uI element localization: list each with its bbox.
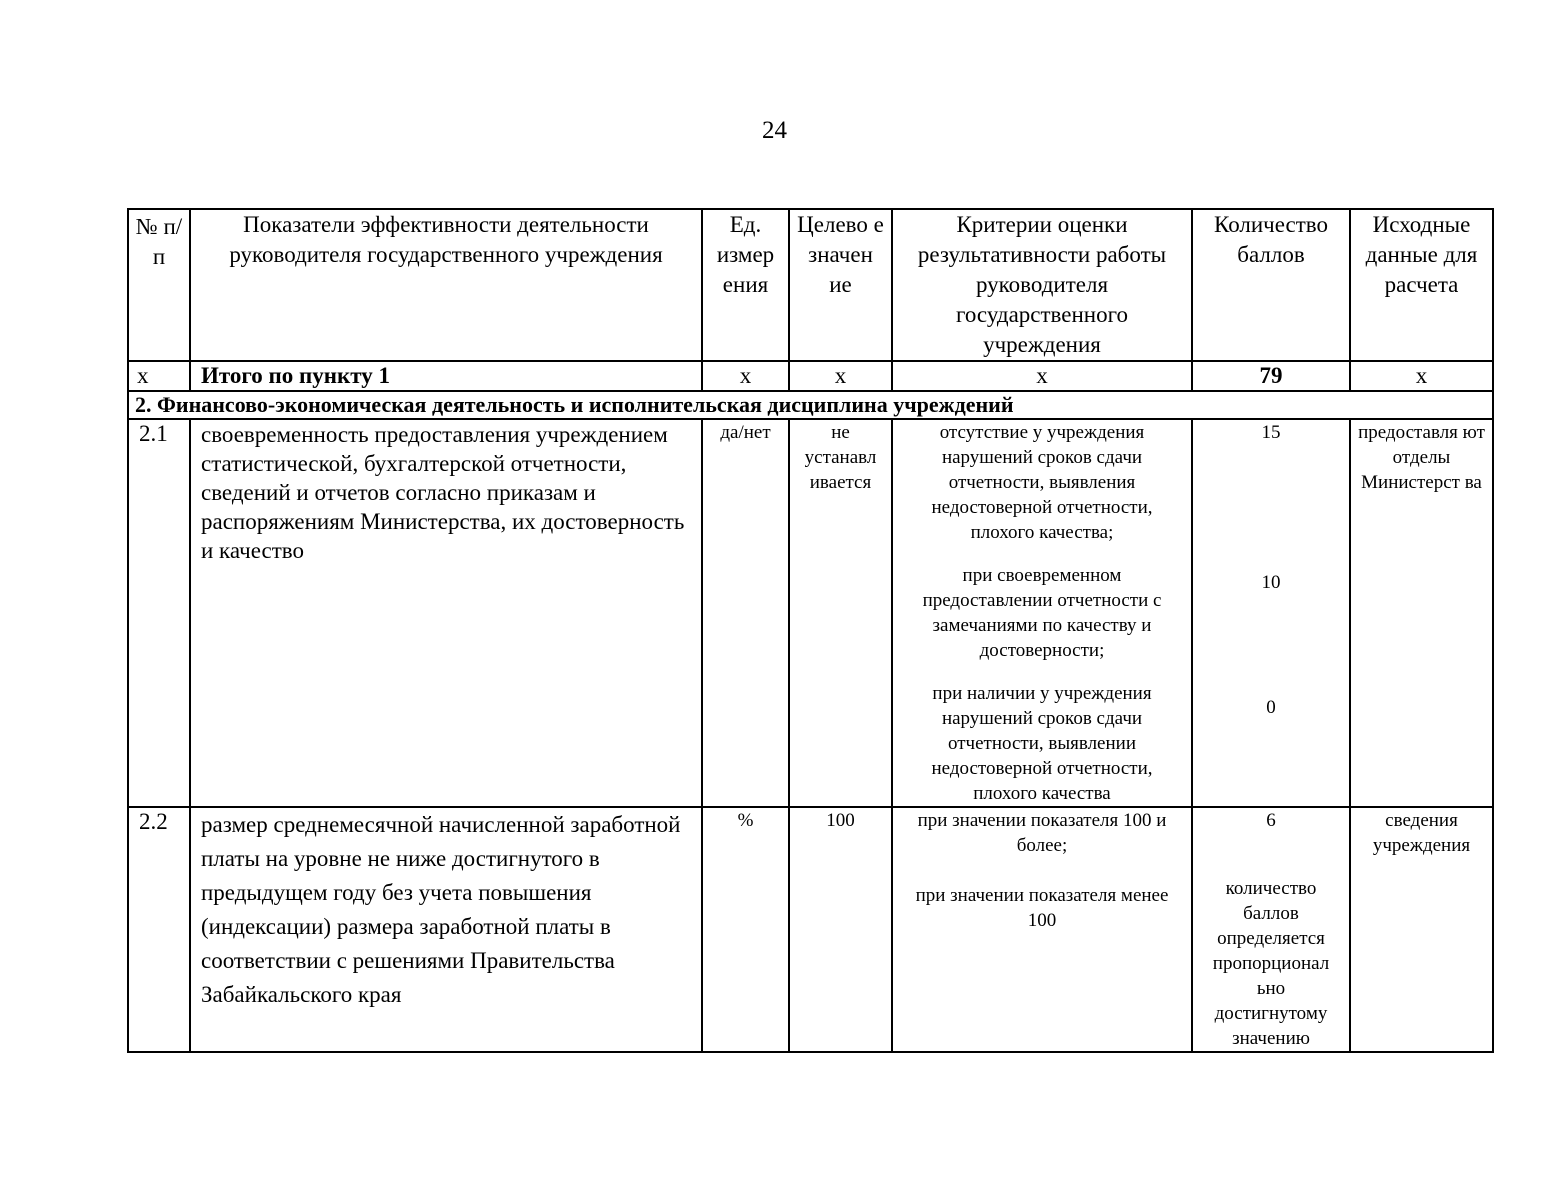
section-title-row [128,391,1493,419]
points-value: 15 [1261,422,1281,443]
indicators-table [127,208,1494,1053]
total-criteria: х [892,361,1192,391]
header-source: Исходные данные для расчета [1350,209,1493,361]
criterion-text: при наличии у учреждения нарушений сроков сдачи отчетности, выявлении недостоверной отчетности, плохого качества [931,683,1153,804]
header-target: Целево е значен ие [789,209,892,361]
row-points [1192,807,1350,1052]
table-row [128,419,1493,807]
points-value: количество баллов определяется пропорционал ьно достигнутому значению [1212,878,1330,1049]
section-title: 2. Финансово-экономическая деятельность и исполнительская дисциплина учреждений [128,391,1493,419]
total-target: х [789,361,892,391]
points-value: 6 [1266,810,1276,831]
total-label: Итого по пункту 1 [190,361,702,391]
header-points: Количество баллов [1192,209,1350,361]
points-value: 10 [1261,572,1281,593]
row-source: предоставля ют отделы Министерст ва [1350,419,1493,807]
row-num: 2.2 [128,807,190,1052]
total-source: х [1350,361,1493,391]
criterion-text: при значении показателя 100 и более; [917,810,1167,856]
row-criteria [892,807,1192,1052]
header-unit: Ед. измер ения [702,209,789,361]
total-points: 79 [1192,361,1350,391]
row-indicator: размер среднемесячной начисленной заработной платы на уровне не ниже достигнутого в предыдущем году без учета повышения (индексации) размера заработной платы в соответствии с решениями Правительства Забайкальского края [190,807,702,1052]
header-indicator: Показатели эффективности деятельности руководителя государственного учреждения [190,209,702,361]
header-criteria: Критерии оценки результативности работы руководителя государственного учреждения [892,209,1192,361]
total-num: х [128,361,190,391]
criterion-text: при значении показателя менее 100 [915,885,1169,931]
row-target: не устанавл ивается [789,419,892,807]
row-points [1192,419,1350,807]
row-indicator: своевременность предоставления учреждением статистической, бухгалтерской отчетности, сведений и отчетов согласно приказам и распоряжениям Министерства, их достоверность и качество [190,419,702,807]
table-row [128,807,1493,1052]
row-unit: % [702,807,789,1052]
row-target: 100 [789,807,892,1052]
row-criteria [892,419,1192,807]
row-unit: да/нет [702,419,789,807]
criterion-text: отсутствие у учреждения нарушений сроков сдачи отчетности, выявления недостоверной отчетности, плохого качества; [931,422,1153,543]
page-number: 24 [762,117,787,144]
row-num: 2.1 [128,419,190,807]
total-unit: х [702,361,789,391]
row-source: сведения учреждения [1350,807,1493,1052]
total-row [128,361,1493,391]
criterion-text: при своевременном предоставлении отчетности с замечаниями по качеству и достоверности; [922,565,1162,661]
points-value: 0 [1266,697,1276,718]
header-num: № п/п [128,209,190,361]
table-header-row [128,209,1493,361]
